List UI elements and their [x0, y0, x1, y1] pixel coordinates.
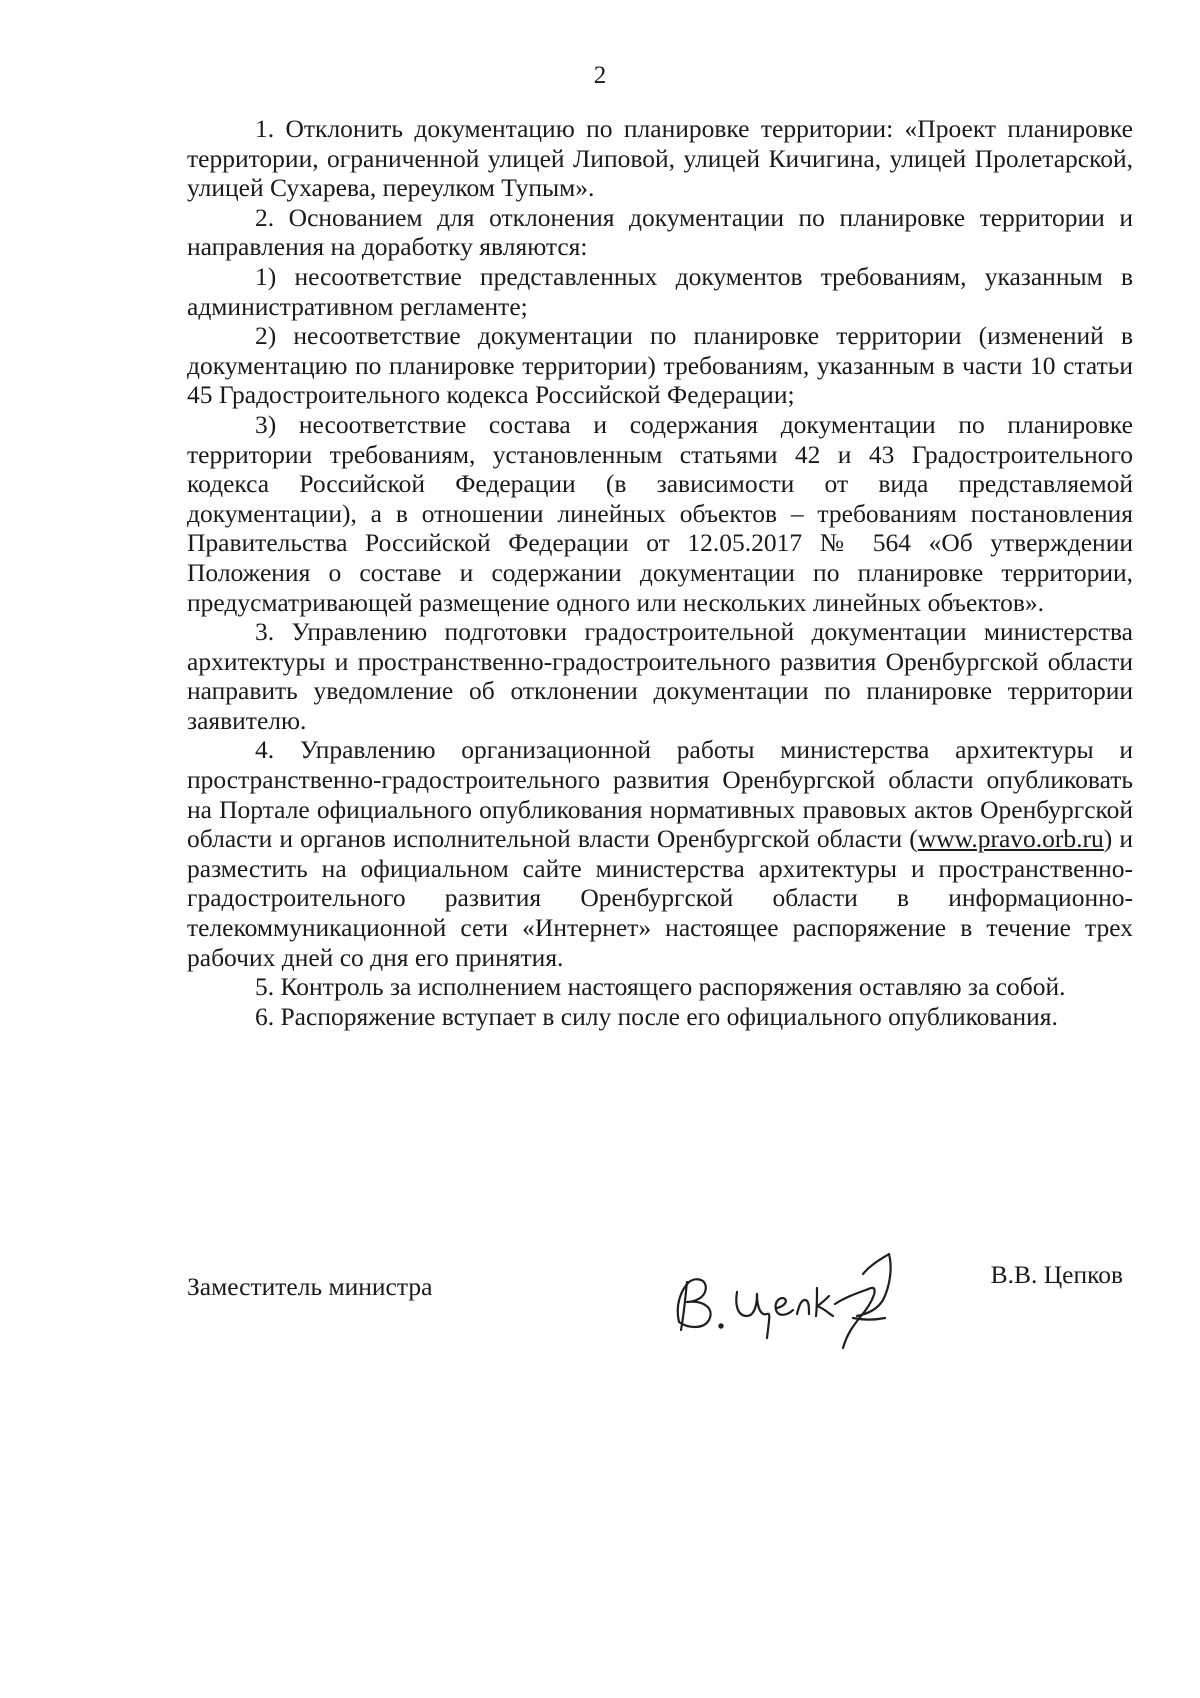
handwritten-signature — [657, 1230, 917, 1360]
paragraph-2-item-1: 1) несоответствие представленных документов требованиям, указанным в административном регламенте; — [187, 261, 1133, 321]
document-body — [187, 114, 1133, 1031]
paragraph-3: 3. Управлению подготовки градостроительной документации министерства архитектуры и пространственно-градостроительного развития Оренбургской области направить уведомление об отклонении документации по планировке территории заявителю. — [187, 617, 1133, 735]
paragraph-4 — [187, 735, 1133, 972]
page-number: 2 — [593, 62, 607, 89]
paragraph-2: 2. Основанием для отклонения документации по планировке территории и направления на доработку являются: — [187, 202, 1133, 262]
signatory-name: В.В. Цепков — [990, 1260, 1123, 1289]
signature-block — [187, 1230, 1133, 1370]
paragraph-5: 5. Контроль за исполнением настоящего распоряжения оставляю за собой. — [255, 972, 1066, 1002]
paragraph-1: 1. Отклонить документацию по планировке территории: «Проект планировке территории, ограниченной улицей Липовой, улицей Кичигина, улицей Пролетарской, улицей Сухарева, переулком Тупым». — [187, 114, 1133, 203]
paragraph-6: 6. Распоряжение вступает в силу после его официального опубликования. — [255, 1001, 1058, 1031]
signatory-position: Заместитель министра — [187, 1272, 433, 1301]
paragraph-4-text-end: ) и разместить на официальном сайте министерства архитектуры и пространственно-градостроительного развития Оренбургской области в информационно-телекоммуникационной сети «Интернет» настоящее распоряжение в течение трех рабочих дней со дня его принятия. — [187, 824, 1133, 972]
pravo-link[interactable]: www.pravo.orb.ru — [917, 824, 1104, 854]
paragraph-4-text-start: 4. Управлению организационной работы министерства архитектуры и пространственно-градостроительного развития Оренбургской области опубликовать на Портале официального опубликования нормативных правовых актов Оренбургской области и органов исполнительной власти Оренбургской области ( — [187, 735, 1133, 854]
paragraph-2-item-3: 3) несоответствие состава и содержания документации по планировке территории требованиям, установленным статьями 42 и 43 Градостроительного кодекса Российской Федерации (в зависимости от вида представляемой документации), а в отношении линейных объектов – требованиям постановления Правительства Российской Федерации от 12.05.2017 № 564 «Об утверждении Положения о составе и содержании документации по планировке территории, предусматривающей размещение одного или нескольких линейных объектов». — [187, 409, 1133, 617]
paragraph-2-item-2: 2) несоответствие документации по планировке территории (изменений в документацию по планировке территории) требованиям, указанным в части 10 статьи 45 Градостроительного кодекса Российской Федерации; — [187, 321, 1133, 410]
